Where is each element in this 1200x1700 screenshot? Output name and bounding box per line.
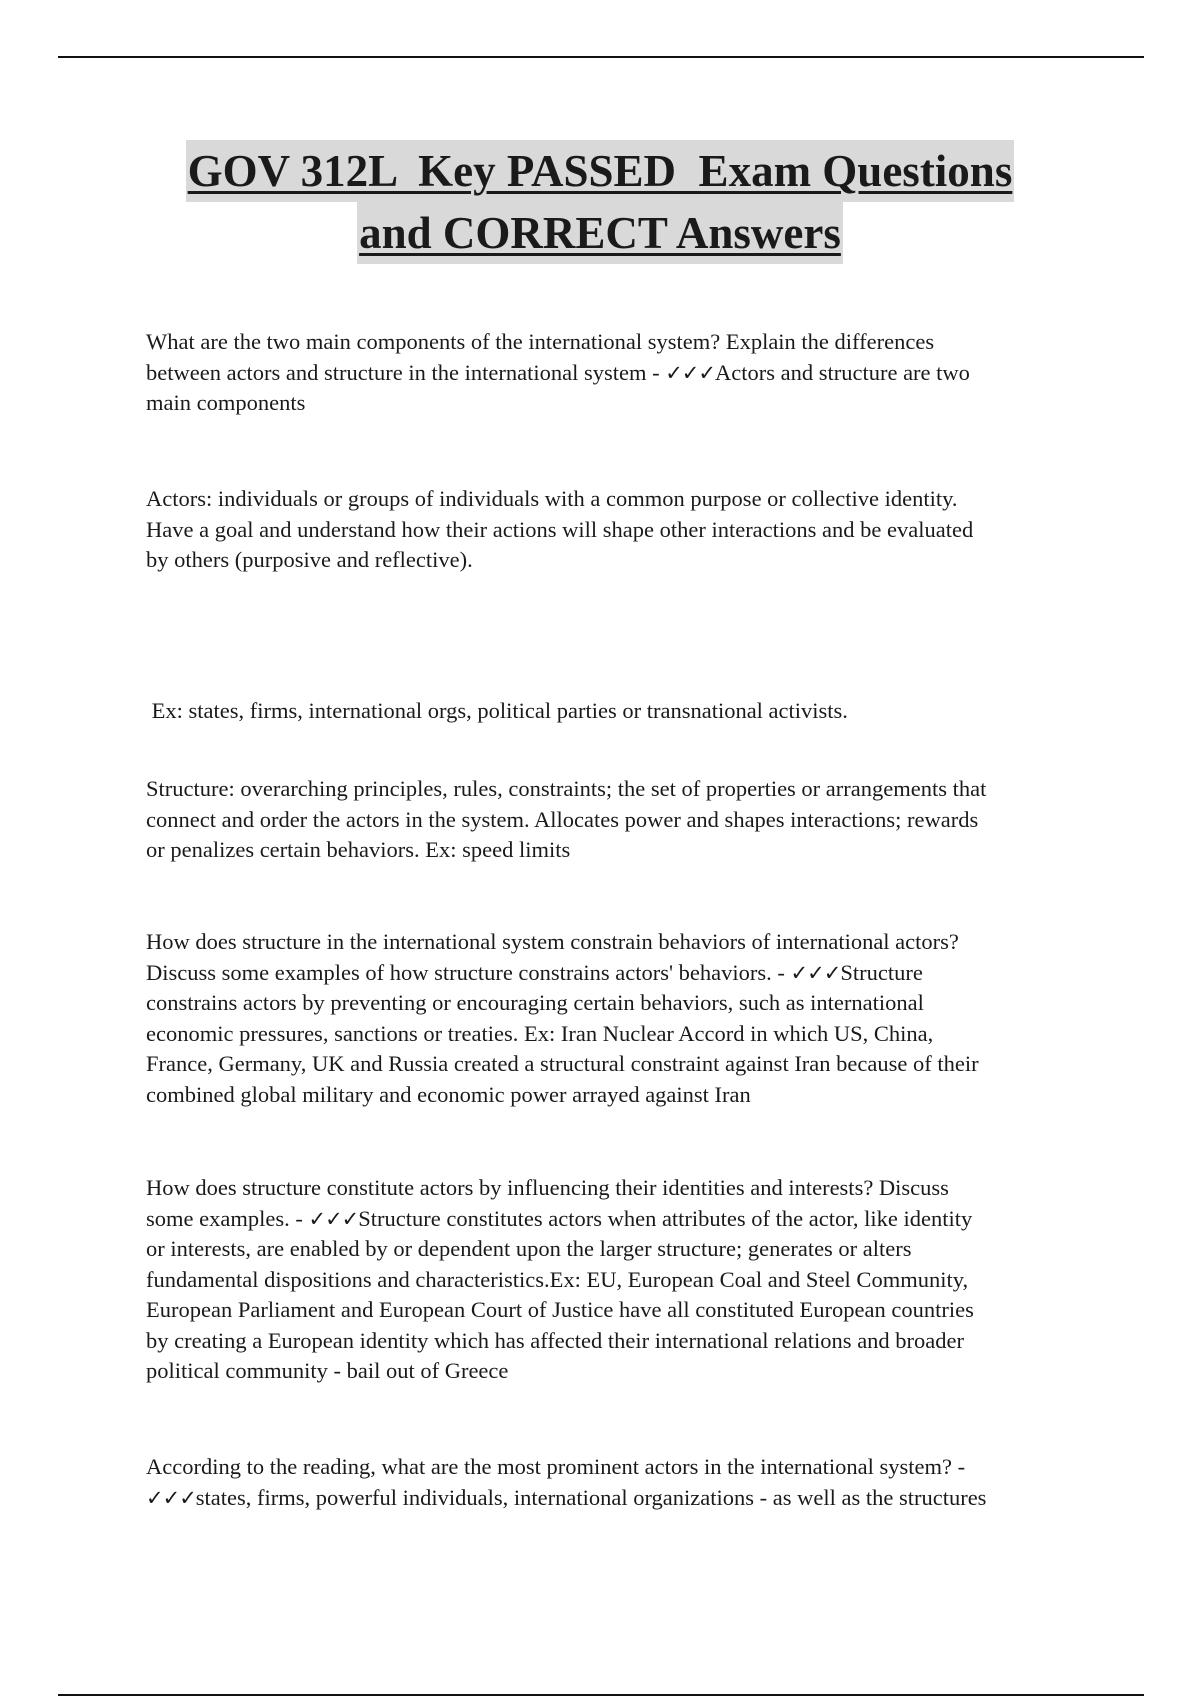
title-line-1: GOV 312L Key PASSED Exam Questions	[186, 140, 1015, 202]
question-structure-constrains	[146, 927, 1066, 1110]
header-rule	[58, 56, 1144, 58]
question-actors-structure	[146, 327, 1066, 419]
text-line: economic pressures, sanctions or treaties. Ex: Iran Nuclear Accord in which US, China,	[146, 1020, 934, 1046]
text-line: fundamental dispositions and characteristics.Ex: EU, European Coal and Steel Community,	[146, 1266, 969, 1292]
text-line	[146, 958, 1066, 989]
actors-examples	[146, 635, 1066, 757]
title-line-2: and CORRECT Answers	[357, 202, 843, 264]
text-line: European Parliament and European Court of Justice have all constituted European countries	[146, 1297, 974, 1322]
text-line: How does structure in the international system constrain behaviors of international actors?	[146, 929, 959, 954]
answer-text: Actors and structure are two	[715, 359, 970, 385]
text-line: France, Germany, UK and Russia created a structural constraint against Iran because of their	[146, 1051, 979, 1076]
text-line: connect and order the actors in the system. Allocates power and shapes interactions; rewards	[146, 806, 979, 832]
text-line: What are the two main components of the international system? Explain the differences	[146, 329, 935, 354]
check-marks-icon: ✓✓✓	[308, 1206, 359, 1231]
question-text: some examples. -	[146, 1205, 309, 1231]
footer-rule	[58, 1694, 1144, 1696]
text-line: political community - bail out of Greece	[146, 1358, 509, 1383]
answer-text: Structure	[840, 959, 923, 985]
question-prominent-actors	[146, 1452, 1066, 1513]
text-line	[146, 1483, 1066, 1514]
text-line	[146, 1204, 1066, 1235]
question-text: between actors and structure in the international system -	[146, 359, 666, 385]
check-marks-icon: ✓✓✓	[146, 1485, 196, 1510]
text-line: How does structure constitute actors by influencing their identities and interests? Discuss	[146, 1175, 949, 1200]
answer-text: states, firms, powerful individuals, international organizations - as well as the structures	[195, 1484, 987, 1510]
structure-definition	[146, 774, 1066, 866]
text-line: by creating a European identity which has affected their international relations and broader	[146, 1327, 965, 1353]
text-line: constrains actors by preventing or encouraging certain behaviors, such as international	[146, 990, 924, 1015]
text-line: Actors: individuals or groups of individuals with a common purpose or collective identity.	[146, 486, 958, 511]
text-line: Ex: states, firms, international orgs, political parties or transnational activists.	[146, 698, 848, 723]
text-line: or interests, are enabled by or dependent upon the larger structure; generates or alters	[146, 1236, 912, 1261]
text-line: According to the reading, what are the most prominent actors in the international system? -	[146, 1454, 966, 1479]
text-line: combined global military and economic power arrayed against Iran	[146, 1081, 751, 1107]
text-line: or penalizes certain behaviors. Ex: speed limits	[146, 837, 571, 862]
question-text: Discuss some examples of how structure constrains actors' behaviors. -	[146, 959, 791, 985]
text-line: main components	[146, 390, 306, 415]
text-line: Structure: overarching principles, rules, constraints; the set of properties or arrangements that	[146, 776, 987, 801]
actors-definition	[146, 484, 1066, 576]
document-title	[0, 140, 1200, 264]
text-line: by others (purposive and reflective).	[146, 547, 473, 572]
text-line: Have a goal and understand how their actions will shape other interactions and be evaluated	[146, 516, 974, 542]
text-line	[146, 358, 1066, 389]
answer-text: Structure constitutes actors when attributes of the actor, like identity	[358, 1205, 973, 1231]
check-marks-icon: ✓✓✓	[790, 960, 841, 985]
check-marks-icon: ✓✓✓	[665, 360, 715, 385]
question-structure-constitutes	[146, 1173, 1066, 1387]
